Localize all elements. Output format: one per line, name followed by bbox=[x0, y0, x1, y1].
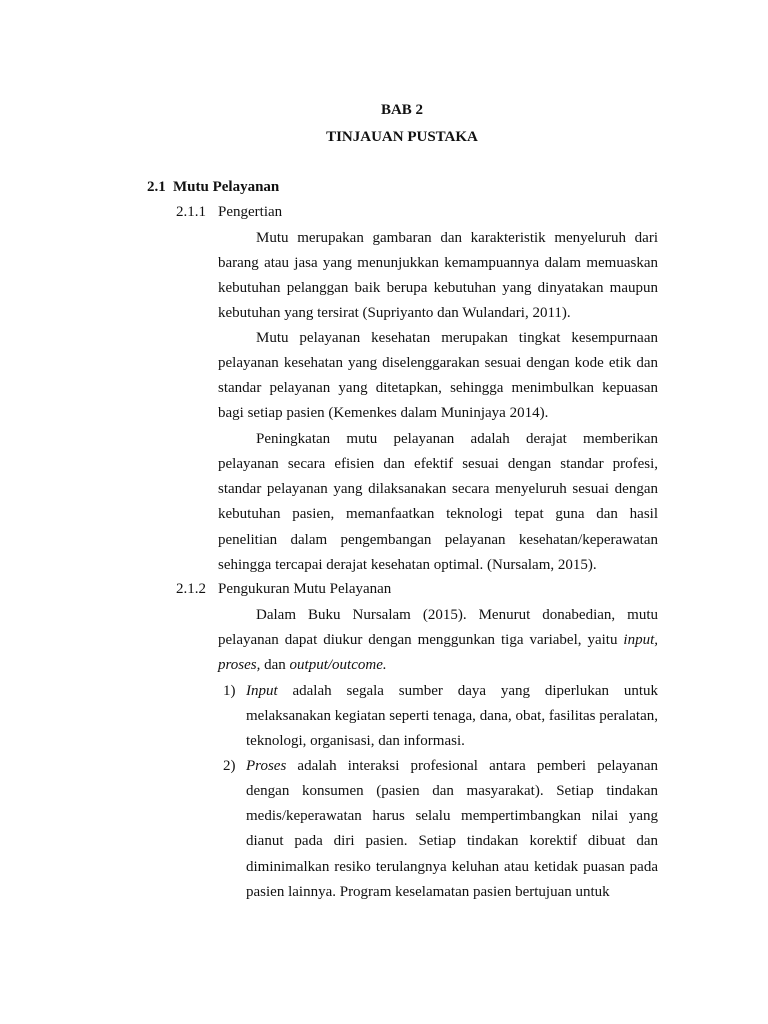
paragraph: Peningkatan mutu pelayanan adalah derajat memberikan pelayanan secara efisien dan efektif sesuai dengan standar profesi, standar pelayanan yang dilaksanakan secara menyeluruh sesuai dengan kebutuhan pasien, memanfaatkan teknologi tepat guna dan hasil penelitian dalam pengembangan pelayanan kesehatan/keperawatan sehingga tercapai derajat kesehatan optimal. (Nursalam, 2015). bbox=[218, 431, 658, 573]
chapter-title: TINJAUAN PUSTAKA bbox=[326, 129, 478, 145]
list-item-body bbox=[246, 754, 658, 905]
chapter-number: BAB 2 bbox=[380, 102, 424, 118]
intro-last-term: output/outcome. bbox=[289, 657, 387, 674]
subsection-heading-pengukuran bbox=[176, 580, 391, 598]
subsection-title: Pengukuran Mutu Pelayanan bbox=[218, 581, 392, 597]
subsection-title: Pengertian bbox=[218, 204, 283, 220]
list-term: Input bbox=[246, 683, 278, 699]
paragraph: Mutu pelayanan kesehatan merupakan tingkat kesempurnaan pelayanan kesehatan yang diselenggarakan sesuai dengan kode etik dan standar pelayanan yang ditetapkan, sehingga menimbulkan kepuasan bagi setiap pasien (Kemenkes dalam Muninjaya 2014). bbox=[218, 330, 658, 422]
section-number: 2.1 bbox=[147, 179, 166, 195]
list-item-proses bbox=[218, 754, 658, 905]
intro-terms: input, proses, bbox=[218, 632, 658, 674]
intro-joiner: dan bbox=[260, 657, 290, 674]
list-marker: 1) bbox=[223, 683, 236, 699]
section-heading bbox=[147, 178, 279, 196]
section-title: Mutu Pelayanan bbox=[173, 179, 280, 195]
list-item-body bbox=[246, 679, 658, 754]
intro-text: Dalam Buku Nursalam (2015). Menurut donabedian, mutu pelayanan dapat diukur dengan menggunkan tiga variabel, yaitu bbox=[218, 607, 658, 649]
subsection-heading-pengertian bbox=[176, 203, 282, 221]
paragraph: Mutu merupakan gambaran dan karakteristik menyeluruh dari barang atau jasa yang menunjukkan kemampuannya dalam memuaskan kebutuhan pelanggan baik berupa kebutuhan yang dinyatakan maupun kebutuhan yang tersirat (Supriyanto dan Wulandari, 2011). bbox=[218, 230, 658, 322]
list-term: Proses bbox=[246, 758, 287, 774]
list-text: adalah segala sumber daya yang diperlukan untuk melaksanakan kegiatan seperti tenaga, dana, obat, fasilitas peralatan, teknologi, organisasi, dan informasi. bbox=[246, 683, 658, 750]
subsection-number: 2.1.2 bbox=[176, 581, 206, 597]
subsection-number: 2.1.1 bbox=[176, 204, 206, 220]
paragraph-intro bbox=[218, 603, 658, 678]
list-text: adalah interaksi profesional antara pemberi pelayanan dengan konsumen (pasien dan masyarakat). Setiap tindakan medis/keperawatan harus selalu mempertimbangkan nilai yang dianut pada diri pasien. Setiap tindakan korektif dibuat dan diminimalkan resiko terulangnya keluhan atau ketidak puasan pada pasien lainnya. Program keselamatan pasien bertujuan untuk bbox=[246, 758, 658, 900]
list-item-input bbox=[218, 679, 658, 754]
list-marker: 2) bbox=[223, 758, 236, 774]
